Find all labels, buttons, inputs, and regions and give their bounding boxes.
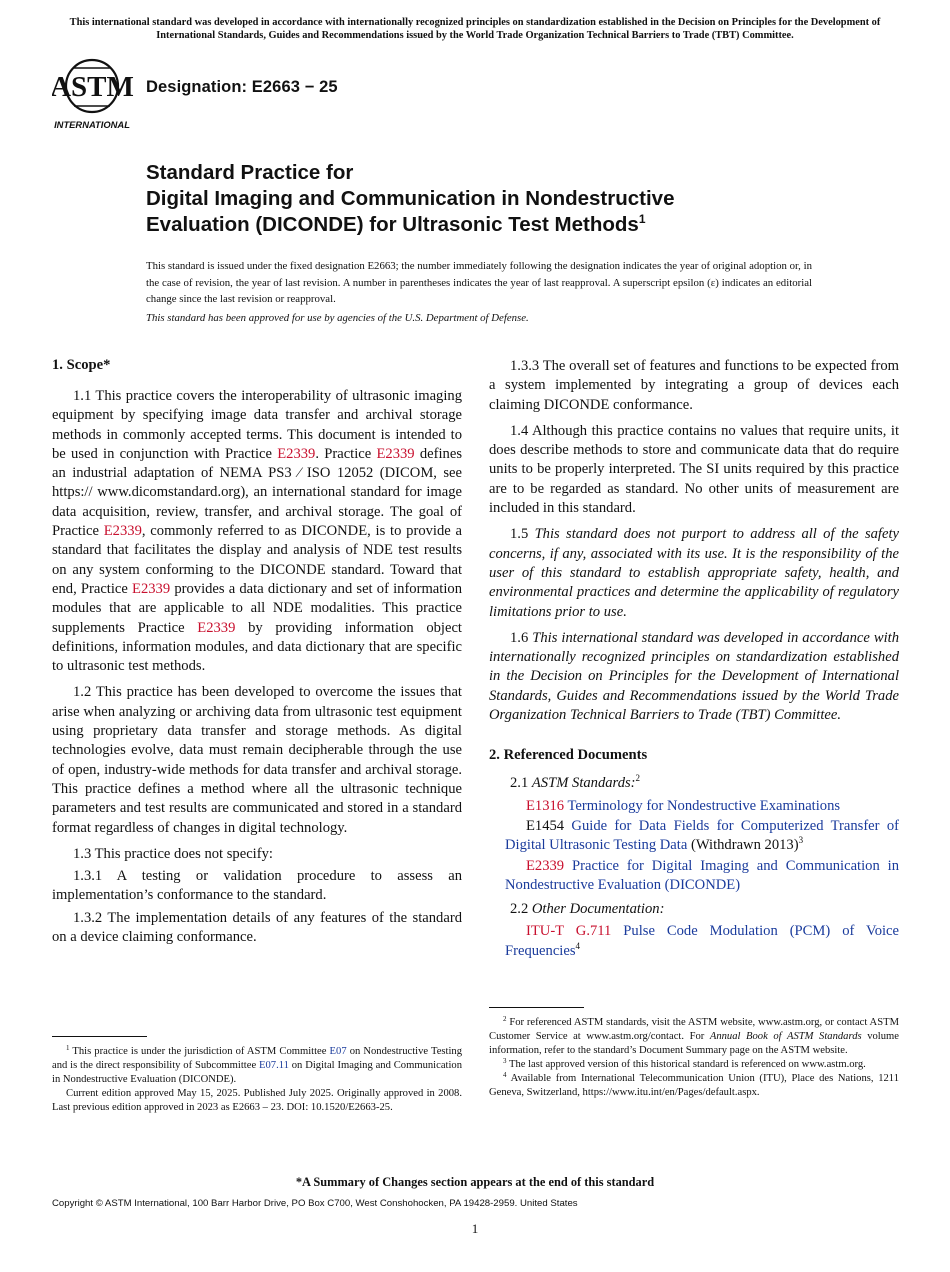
para-1-3-2: 1.3.2 The implementation details of any features of the standard on a device claiming conformance. — [52, 909, 462, 946]
title-footnote-mark[interactable]: 1 — [638, 212, 646, 226]
designation: Designation: E2663 − 25 — [146, 78, 338, 96]
footnote-mark-4[interactable]: 4 — [575, 940, 581, 951]
ref-code[interactable]: E2339 — [526, 857, 565, 874]
footnotes-left — [52, 1045, 462, 1115]
ref-link-e2339[interactable]: E2339 — [103, 523, 142, 540]
para-1-3: 1.3 This practice does not specify: — [73, 845, 273, 862]
footnote-rule-right — [489, 1007, 584, 1008]
section-heading-referenced-documents: 2. Referenced Documents — [489, 747, 648, 764]
para-1-6: 1.6 This international standard was developed in accordance with internationally recognized principles on standardization established in the Decision on Principles for the Development of International Standards, Guides and Recommendations issued by the World Trade Organization Technical Barriers to Trade (TBT) Committee. — [489, 629, 900, 724]
issuance-note: This standard is issued under the fixed designation E2663; the number immediately following the designation indicates the year of original adoption or, in the case of revision, the year of last revision. A number in parentheses indicates the year of last reapproval. A superscript epsilon (ε) indicates an editorial change since the last revision or reapproval. — [146, 260, 812, 305]
title-line-3: Evaluation (DICONDE) for Ultrasonic Test Methods — [146, 213, 639, 236]
ref-title[interactable]: Guide for Data Fields for Computerized Transfer of Digital Ultrasonic Testing Data — [505, 817, 899, 854]
copyright-notice: Copyright © ASTM International, 100 Barr Harbor Drive, PO Box C700, West Conshohocken, PA 19428-2959. United States — [52, 1198, 578, 1209]
para-1-5: 1.5 This standard does not purport to address all of the safety concerns, if any, associated with its use. It is the responsibility of the user of this standard to establish appropriate safety, health, and environmental practices and determine the applicability of regulatory limitations prior to use. — [489, 526, 899, 620]
footnotes-right — [489, 1016, 899, 1100]
ref-title[interactable]: Terminology for Nondestructive Examinations — [567, 797, 841, 814]
reference-entry — [489, 797, 899, 816]
right-column — [489, 357, 899, 968]
section-heading-scope: 1. Scope* — [52, 357, 111, 373]
svg-text:INTERNATIONAL: INTERNATIONAL — [54, 119, 130, 130]
edition-note: Current edition approved May 15, 2025. Published July 2025. Originally approved in 2008. Last previous edition approved in 2023 as E2663 – 23. DOI: 10.1520/E2663-25. — [52, 1088, 462, 1113]
reference-list — [489, 797, 899, 895]
reference-entry — [489, 817, 899, 856]
left-column — [52, 356, 462, 954]
astm-logo — [52, 56, 136, 132]
astm-standards-label: 2.1 ASTM Standards:$^2$ — [510, 773, 641, 792]
ref-suffix: (Withdrawn 2013) — [687, 837, 799, 854]
ref-link-e2339[interactable]: E2339 — [197, 619, 236, 636]
para-1-1: 1.1 This practice covers the interoperability of ultrasonic imaging equipment by specifying image data transfer and archival storage methods in commonly accepted terms. This document is intended to be used in conjunction with Practice E2339. Practice E2339 defines an industrial adaptation of NEMA PS3 ⁄ ISO 12052 (DICOM, see https:// www.dicomstandard.org), an international standard for image data acquisition, review, transfer, and archival storage. The goal of Practice E2339, commonly referred to as DICONDE, is to provide a standard that facilitates the display and analysis of NDE test results on any system conforming to the DICONDE standard. Toward that end, Practice E2339 provides a data dictionary and set of information modules that are applicable to all NDE modalities. This practice supplements Practice E2339 by providing information object definitions, information modules, and data dictionary that are specific to ultrasonic test methods. — [52, 388, 463, 675]
dod-approval-note: This standard has been approved for use by agencies of the U.S. Department of Defense. — [146, 312, 529, 324]
summary-of-changes-note: *A Summary of Changes section appears at the end of this standard — [295, 1175, 655, 1189]
committee-link-e07[interactable]: E07 — [329, 1046, 347, 1057]
para-1-3-3: 1.3.3 The overall set of features and functions to be expected from a system implemented by integrating a group of devices each claiming DICONDE conformance. — [489, 358, 899, 413]
ref-title-itu[interactable]: Pulse Code Modulation (PCM) of Voice Frequencies — [505, 923, 900, 959]
footnote-2: $^2$ For referenced ASTM standards, visit the ASTM website, www.astm.org, or contact ASTM Customer Service at www.astm.org/contact. For Annual Book of ASTM Standards volume information, refer to the standard’s Document Summary page on the ASTM website. — [489, 1015, 899, 1056]
page-number: 1 — [471, 1221, 479, 1236]
reference-entry-itu — [489, 922, 899, 961]
footnote-1: $^1$ This practice is under the jurisdiction of ASTM Committee E07 on Nondestructive Testing and is the direct responsibility of Subcommittee E07.11 on Digital Imaging and Communication in Nondestructive Evaluation (DICONDE). — [52, 1044, 463, 1085]
title-line-1: Standard Practice for — [146, 161, 354, 184]
footnote-4: $^4$ Available from International Telecommunication Union (ITU), Place des Nations, 1211 Geneva, Switzerland, https://www.itu.int/en/Pages/default.aspx. — [489, 1071, 899, 1098]
ref-title[interactable]: Practice for Digital Imaging and Communication in Nondestructive Evaluation (DICONDE) — [505, 857, 900, 893]
footnote-rule-left — [52, 1036, 147, 1037]
ref-link-e2339[interactable]: E2339 — [376, 445, 415, 462]
para-1-4: 1.4 Although this practice contains no values that require units, it does describe methods to store and communicate data that do require units to be properly interpreted. The SI units required by this practice are to be regarded as standard. No other units of measurement are included in this standard. — [489, 422, 899, 517]
ref-code[interactable]: E1316 — [526, 797, 565, 814]
ref-link-e2339[interactable]: E2339 — [132, 580, 171, 597]
para-1-2: 1.2 This practice has been developed to overcome the issues that arise when analyzing or archiving data from ultrasonic test equipment using proprietary data transfer and storage methods. As digital technologies evolve, data must remain decipherable through the use of open, industry-wide methods for data transfer and archival storage. This practice defines a method where all the ultrasonic technique parameters and test results are communicated and stored in a standard format regardless of changes in digital technology. — [52, 684, 462, 836]
ref-code-itu[interactable]: ITU-T G.711 — [526, 923, 612, 940]
ref-code: E1454 — [526, 817, 565, 834]
subcommittee-link-e0711[interactable]: E07.11 — [259, 1060, 289, 1071]
svg-text:ASTM: ASTM — [52, 71, 134, 103]
tbt-notice: This international standard was developed in accordance with internationally recognized principles on standardization established in the Decision on Principles for the Development of International Standards, Guides and Recommendations issued by the World Trade Organization Technical Barriers to Trade (TBT) Committee. — [69, 17, 881, 41]
footnote-3: $^3$ The last approved version of this historical standard is referenced on www.astm.org. — [503, 1057, 866, 1070]
title-line-2: Digital Imaging and Communication in Nondestructive — [146, 187, 675, 210]
ref-link-e2339[interactable]: E2339 — [277, 445, 316, 462]
other-documentation-label: 2.2 Other Documentation: — [510, 901, 665, 918]
document-title — [146, 160, 866, 238]
footnote-mark-2[interactable]: 2 — [635, 773, 641, 784]
para-1-3-1: 1.3.1 A testing or validation procedure to assess an implementation’s conformance to the standard. — [52, 868, 462, 904]
reference-entry — [489, 857, 899, 896]
footnote-mark[interactable]: 3 — [798, 835, 804, 846]
